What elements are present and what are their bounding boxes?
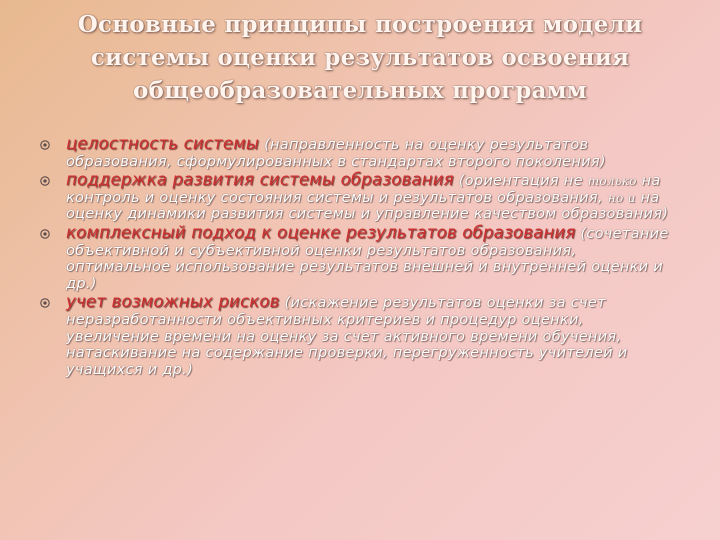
item-text-emphasis: только: [587, 174, 637, 189]
item-text: на оценку динамики развития системы и управление качеством образования): [66, 189, 669, 223]
title-line-3: общеобразовательных программ: [133, 77, 587, 104]
item-text: (сочетание объективной и субъективной оценки результатов образования, оптимальное использование результатов внешней и внутренней оценки и др.): [66, 225, 669, 292]
item-heading: учет возможных рисков: [66, 292, 280, 312]
list-item: [38, 136, 678, 170]
list-item: [38, 294, 678, 378]
item-text: на контроль и оценку состояния системы и результатов образования,: [66, 173, 661, 206]
circled-dot-bullet-icon: [40, 298, 50, 308]
principles-list: [38, 136, 678, 378]
item-heading: целостность системы: [66, 134, 260, 153]
slide-title: [40, 8, 680, 107]
item-heading: поддержка развития системы образования: [66, 170, 454, 190]
item-text: (искажение результатов оценки за счет неразработанности объективных критериев и процедур оценки, увеличение времени на оценку за счет активного времени обучения, натаскивание на содержание проверки, перегруженность учителей и учащихся и др.): [66, 295, 628, 378]
item-text: (ориентация не: [453, 173, 588, 190]
title-line-2: системы оценки результатов освоения: [90, 44, 630, 71]
title-line-1: Основные принципы построения модели: [77, 11, 643, 38]
item-text-emphasis: но и: [607, 190, 636, 205]
list-item: [38, 222, 678, 292]
item-text: (направленность на оценку результатов образования, сформулированных в стандартах второго поколения): [66, 137, 606, 170]
circled-dot-bullet-icon: [40, 176, 50, 186]
item-heading: комплексный подход к оценке результатов образования: [66, 222, 576, 242]
list-item: [38, 172, 678, 223]
circled-dot-bullet-icon: [40, 140, 50, 150]
circled-dot-bullet-icon: [40, 229, 50, 239]
